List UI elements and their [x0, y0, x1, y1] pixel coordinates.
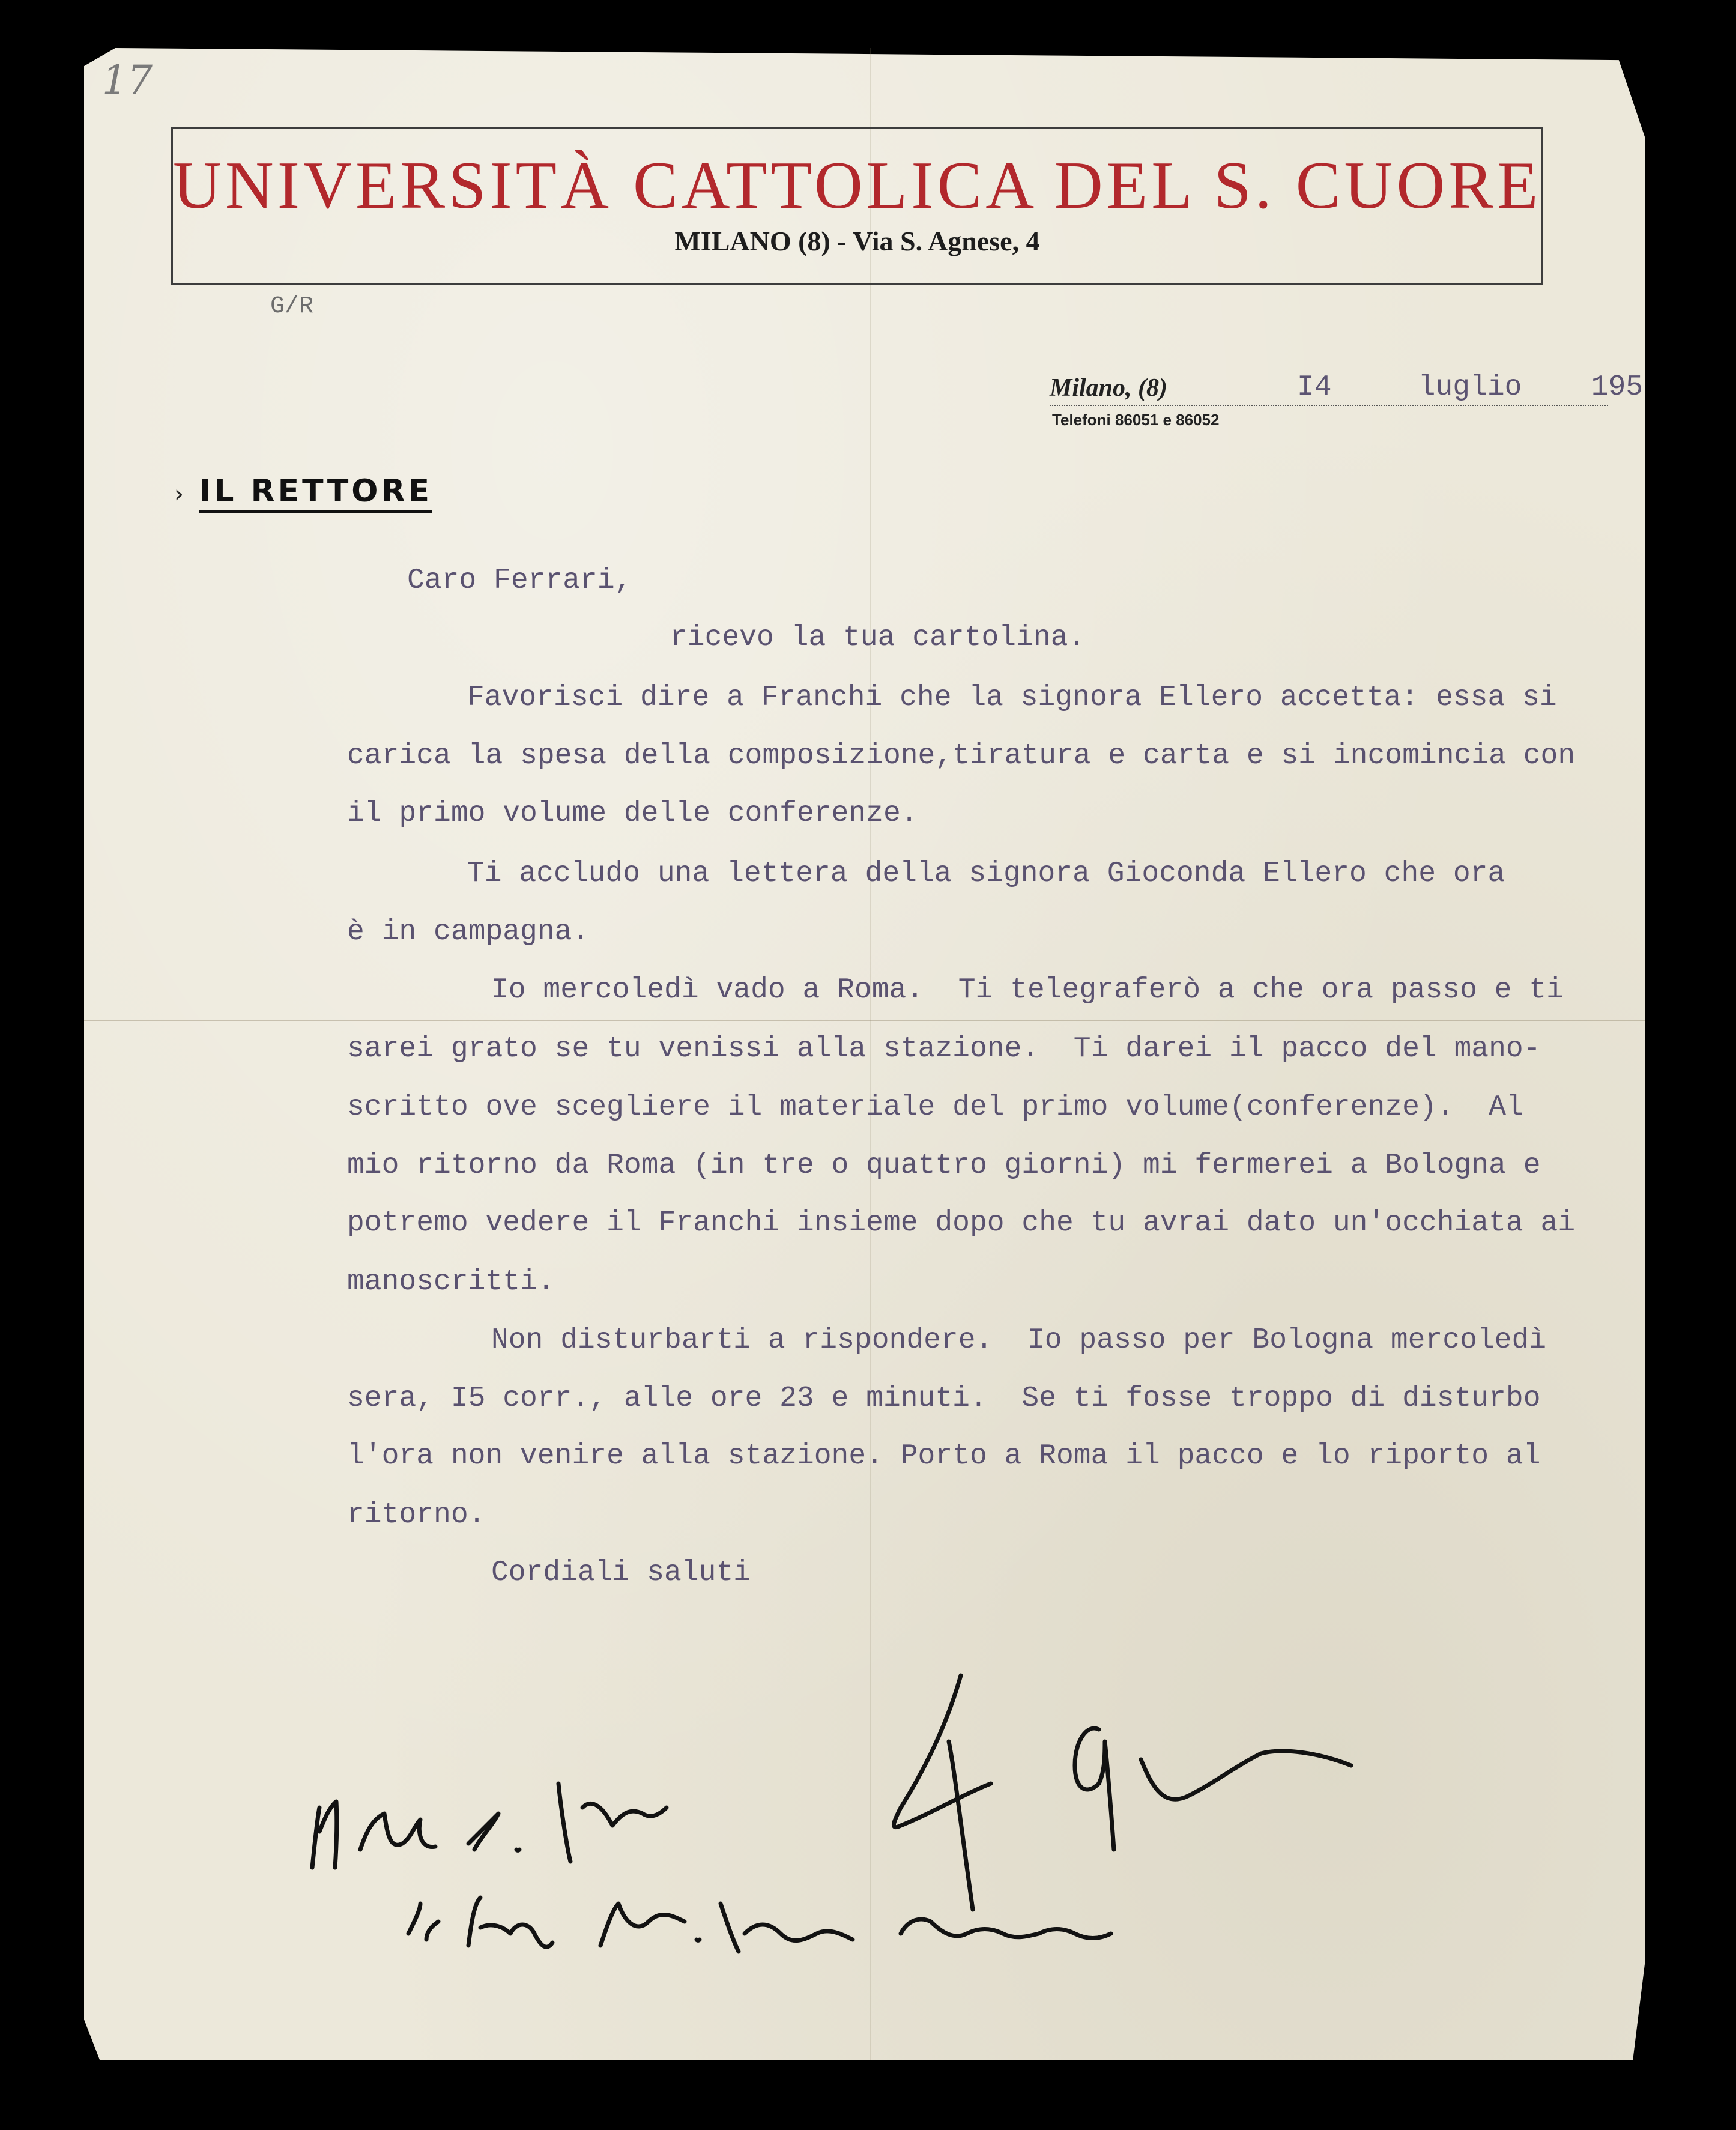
dateline-place: Milano, (8)	[1050, 374, 1168, 402]
letter-line: ritorno.	[347, 1499, 486, 1531]
horizontal-fold-crease	[84, 1020, 1645, 1021]
institution-address: MILANO (8) - Via S. Agnese, 4	[674, 226, 1040, 256]
letter-line: potremo vedere il Franchi insieme dopo che tu avrai dato un'occhiata ai	[347, 1207, 1576, 1239]
institution-name: UNIVERSITÀ CATTOLICA DEL S. CUORE	[173, 148, 1542, 223]
letter-line: mio ritorno da Roma (in tre o quattro giorni) mi fermerei a Bologna e	[347, 1149, 1541, 1182]
letter-line: scritto ove scegliere il materiale del primo volume(conferenze). Al	[347, 1091, 1523, 1124]
letter-line: Ti accludo una lettera della signora Gioconda Ellero che ora	[467, 858, 1505, 890]
letter-line: il primo volume delle conferenze.	[347, 797, 918, 830]
closing: Cordiali saluti	[491, 1557, 751, 1589]
letter-line: Io mercoledì vado a Roma. Ti telegraferò a che ora passo e ti	[491, 974, 1564, 1006]
letterhead-box	[171, 127, 1543, 285]
letter-line: sarei grato se tu venissi alla stazione. Ti darei il pacco del mano-	[347, 1033, 1541, 1065]
dateline-date	[1297, 371, 1643, 404]
letter-line: l'ora non venire alla stazione. Porto a Roma il pacco e lo riporto al	[347, 1440, 1541, 1472]
date-month: luglio	[1418, 371, 1522, 404]
letter-line: Non disturbarti a rispondere. Io passo per Bologna mercoledì	[491, 1324, 1547, 1357]
letter-line: carica la spesa della composizione,tiratura e carta e si incomincia con	[347, 740, 1576, 772]
handwritten-signature	[300, 1669, 1471, 2006]
date-day: I4	[1297, 371, 1332, 404]
salutation: Caro Ferrari,	[407, 564, 632, 597]
reference-initials: G/R	[270, 293, 314, 320]
dateline	[1050, 371, 1644, 406]
telephone-numbers: Telefoni 86051 e 86052	[1052, 411, 1220, 429]
letter-line: manoscritti.	[347, 1266, 555, 1298]
date-year: 195	[1591, 371, 1644, 404]
letter-line: sera, I5 corr., alle ore 23 e minuti. Se ti fosse troppo di disturbo	[347, 1382, 1541, 1415]
letter-line: Favorisci dire a Franchi che la signora Ellero accetta: essa si	[467, 682, 1557, 714]
archive-number: 17	[102, 57, 153, 103]
letter-line: è in campagna.	[347, 916, 590, 948]
letter-line: ricevo la tua cartolina.	[670, 622, 1086, 654]
sender-title: IL RETTORE	[199, 473, 432, 513]
pencil-mark: ›	[174, 480, 184, 508]
